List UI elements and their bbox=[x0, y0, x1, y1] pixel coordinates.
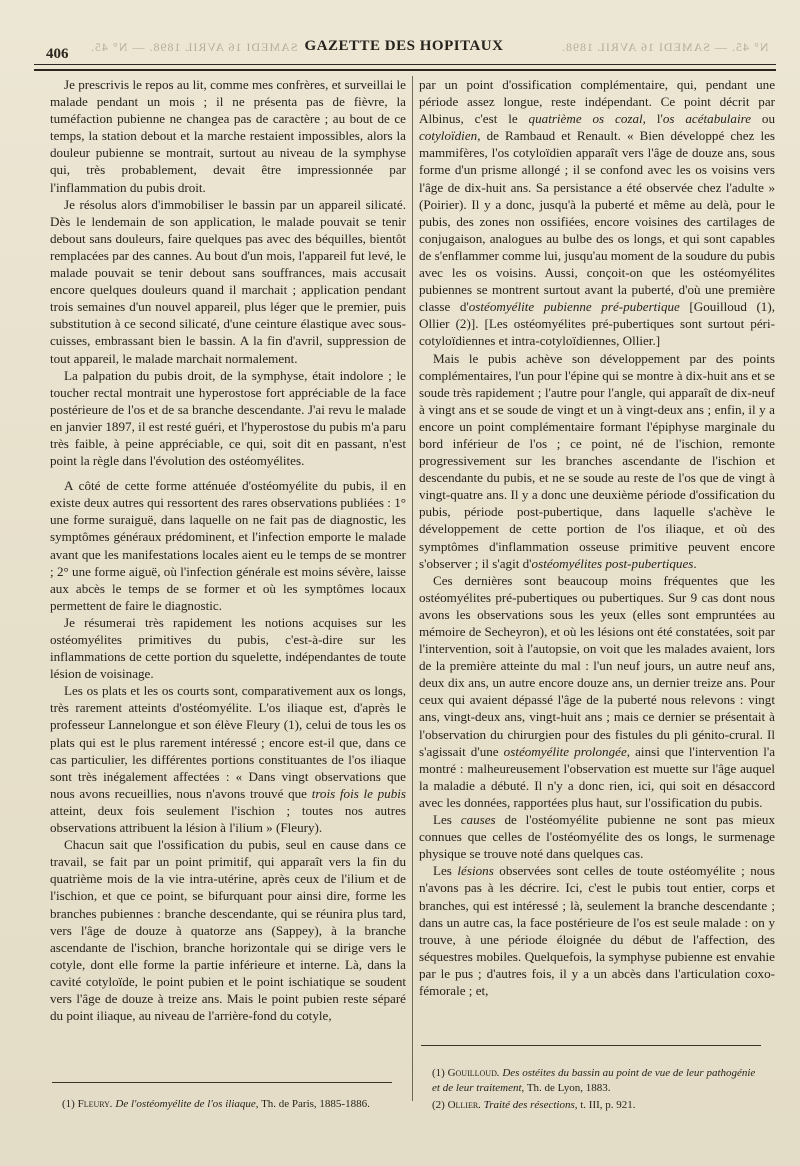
page-number: 406 bbox=[46, 46, 69, 62]
text-run: Les bbox=[433, 863, 458, 879]
text-run: Les bbox=[433, 812, 461, 828]
text-run: par un point d'ossification complémentaire, qui, pendant une période assez longue, reste indépendant. Ce point décrit par Albinus, c'est le bbox=[419, 77, 775, 127]
footnote-rule-right bbox=[421, 1045, 761, 1046]
text-run: Mais le pubis achève son développement par des points complémentaires, l'un pour l'épine qui se montre à dix-huit ans et se soude très rapidement ; l'autre pour l'angle, qui apparaît de dix-neuf à vingt ans et se soude de vingt et un à vingt-deux ans ; enfin, il y a encore un point complémentaire formant l'épiphyse marginale du bord inférieur de l'os ; ce point, né de l'ischion, remonte progressivement sur les branches ascendante de l'ischion et descendante du pubis, et ne se soude au reste de l'os que de vingt à vingt-quatre ans. Il y a donc une deuxième période d'ossification du pubis, période post-pubertique, dans laquelle s'achève le développement de cette portion de l'os iliaque, et où des symptômes d'inflammation osseuse primitive peuvent encore s'observer ; il s'agit d' bbox=[419, 350, 775, 571]
text-run: Ces dernières sont beaucoup moins fréquentes que les ostéomyélites pré-pubertiques ou pubertiques. Sur 9 cas dont nous avons les observations sous les yeux (elles sont empruntées au mémoire de Secheyron), et où les lésions ont été constatées, soit par l'intervention, soit à l'autopsie, on voit que les malades avaient, lors de la première atteinte du mal : l'un neuf jours, un autre neuf ans, deux dix ans, un autre encore douze ans, un dernier treize ans. Pour ceux qui avaient dépassé l'âge de la puberté nous relevons : vingt ans, vingt-deux ans, vingt-huit ans ; mais ce dernier se présentait à l'observation du chirurgien pour des fistules du pli génito-crural. Il s'agissait d'une bbox=[419, 572, 775, 759]
text-run: [Gouilloud (1), Ollier (2)]. [Les ostéomyélites pré-pubertiques sont surtout péri-cotyloïdiennes et intra-cotyloïdiennes, Ollier.] bbox=[419, 299, 775, 349]
footnotes-left bbox=[62, 1097, 402, 1114]
paragraph: Je résolus alors d'immobiliser le bassin par un appareil silicaté. Dès le lendemain de son application, le malade pouvait se tenir debout sans douleurs, faire quelques pas avec des béquilles, bientôt remplacées par des cannes. Au bout d'un mois, l'appareil fut levé, le malade pouvait se tenir debout sans souffrances, mais accusait encore quelques douleurs quand il marchait ; application pendant trois semaines d'un nouvel appareil, plus léger que le premier, puis substitution à ce second silicaté, d'une ceinture élastique avec sous-cuisses, embrassant bien le bassin. A la fin d'avril, suppression de tout appareil, le malade marchait normalement. bbox=[50, 196, 406, 366]
text-run: Les os plats et les os courts sont, comparativement aux os longs, très rarement atteints d'ostéomyélite. L'os iliaque est, d'après le professeur Lannelongue et son élève Fleury (1), celui de tous les os plats qui est le plus rarement intéressé ; encore est-il que, dans ce cas particulier, les différentes portions constituantes de l'os iliaque sont très inégalement affectées : « Dans vingt observations que nous avons recueillies, nous n'avons trouvé que bbox=[50, 683, 406, 801]
italic-run: lésions bbox=[457, 863, 494, 879]
header-rule-thin bbox=[34, 64, 776, 65]
italic-run: ostéomyélites post-pubertiques bbox=[531, 555, 694, 571]
footnote-author: Fleury bbox=[77, 1098, 110, 1110]
footnote-title: . De l'ostéomyélite de l'os iliaque bbox=[109, 1098, 256, 1110]
column-divider bbox=[412, 76, 413, 1101]
footnote-title: . Traité des résections bbox=[478, 1099, 575, 1111]
right-column bbox=[419, 76, 775, 1076]
page-header bbox=[30, 34, 778, 64]
footnote-detail: , Th. de Paris, 1885-1886. bbox=[255, 1098, 370, 1110]
paragraph bbox=[419, 811, 775, 862]
text-run: , de Rambaud et Renault. « Bien développé chez les mammifères, l'os cotyloïdien apparaît vers l'âge de douze ans, sous forme d'un prisme allongé ; il se confond avec les os voisins vers l'âge de dix-huit ans. Sa persistance a été observée chez l'adulte » (Poirier). Il y a donc, jusqu'à la puberté et même au delà, pour le pubis, des zones non ossifiées, encore voisines des cartilages de conjugaison, analogues au bulbe des os longs, et qui sont capables de s'enflammer comme lui, jusqu'au moment de la soudure du pubis avec les os voisins. Aussi, conçoit-on que les ostéomyélites pubiennes se montrent surtout avant la puberté, d'où une première classe d' bbox=[419, 128, 775, 315]
footnote-detail: , t. III, p. 921. bbox=[574, 1099, 636, 1111]
paragraph: Chacun sait que l'ossification du pubis, seul en cause dans ce travail, se fait par un point primitif, qui apparaît vers la fin du quatrième mois de la vie intra-utérine, après ceux de l'ilium et de l'ischion, et que ce point, se bifurquant pour ainsi dire, forme les branches pubiennes : branche descendante, qui se réunira plus tard, vers l'âge de douze à quatorze ans (Sappey), à la branche ascendante de l'ischion, branche horizontale qui se dirige vers le cotyle, dont elle forme la partie inférieure et interne. Là, dans la cavité cotyloïde, le point pubien et le point ischiatique se soudent vers l'âge de douze à treize ans. Mais le point pubien reste séparé du point iliaque, au niveau de l'arrière-fond du cotyle, bbox=[50, 837, 406, 1024]
paragraph bbox=[419, 350, 775, 572]
italic-run: ostéomyélite prolongée bbox=[503, 743, 627, 759]
header-rule-thick bbox=[34, 69, 776, 71]
footnote-rule-left bbox=[52, 1082, 392, 1083]
paragraph: A côté de cette forme atténuée d'ostéomyélite du pubis, il en existe deux autres qui ressortent des rares observations publiées : 1° une forme suraiguë, dans laquelle on ne fait pas de diagnostic, les symptômes généraux prédominent, et l'infection emporte le malade avant que les manifestations locales aient eu le temps de se montrer ; 2° une forme aiguë, où l'infection générale est moins sévère, laisse aux abcès le temps de se former et où les symptômes locaux permettent de faire le diagnostic. bbox=[50, 478, 406, 613]
footnote bbox=[62, 1097, 402, 1112]
paragraph: Je résumerai très rapidement les notions acquises sur les ostéomyélites primitives du pubis, c'est-à-dire sur les inflammations de cette portion du squelette, indépendantes de toute lésion de voisinage. bbox=[50, 614, 406, 682]
footnote-title: . Des ostéites du bassin au point de vue de leur pathogénie et de leur traitement bbox=[432, 1067, 756, 1094]
bleed-through-text-left: SAMEDI 16 AVRIL 1898. — N° 45. bbox=[90, 40, 298, 54]
paragraph: Je prescrivis le repos au lit, comme mes confrères, et surveillai le malade pendant un mois ; il ne présenta pas de fièvre, la tuméfaction pubienne ne changea pas de caractère ; au bout de ce temps, la station debout et la marche restaient impossibles, alors la douleur pubienne se montrait, surtout au niveau de la symphyse qui, très probablement, devait être impressionnée par l'inflammation du pubis droit. bbox=[50, 77, 406, 195]
paragraph bbox=[419, 572, 775, 811]
footnote-number: (1) bbox=[432, 1067, 448, 1079]
text-run: observées sont celles de toute ostéomyélite ; nous n'avons pas à les décrire. Ici, c'est le pubis tout entier, corps et branches, qui est intéressé ; là, seulement la branche descendante ; dans un autre cas, la face postérieure de l'os est seule malade : on y trouve, à une période éloignée du début de l'affection, des séquestres mobiles. Quelquefois, la symphyse pubienne est envahie par le pus ; d'autres fois, il y a un abcès dans l'articulation coxo-fémorale ; et, bbox=[419, 863, 775, 998]
paragraph bbox=[419, 76, 775, 350]
footnote-detail: , Th. de Lyon, 1883. bbox=[521, 1082, 611, 1094]
section-gap bbox=[50, 469, 406, 477]
text-run: ou bbox=[751, 111, 776, 127]
paragraph bbox=[50, 682, 406, 836]
footnote-number: (1) bbox=[62, 1098, 78, 1110]
paragraph: La palpation du pubis droit, de la symphyse, était indolore ; le toucher rectal montrait une hyperostose fort appréciable de la face postérieure de l'os et de sa branche descendante. J'ai revu le malade en janvier 1897, il est resté guéri, et l'hyperostose du pubis m'a paru très faible, à peine appréciable, ce qui, soit dit en passant, n'est point la règle dans l'évolution des ostéomyélites. bbox=[50, 367, 406, 469]
text-run: , l' bbox=[642, 111, 663, 127]
text-run: atteint, deux fois seulement l'ischion ; toutes nos autres observations attribuent la lésion à l'ilium » (Fleury). bbox=[50, 802, 406, 836]
paragraph bbox=[419, 862, 775, 999]
italic-run: ostéomyélite pubienne pré-pubertique bbox=[468, 299, 680, 315]
bleed-through-text-right: N° 45. — SAMEDI 16 AVRIL 1898. bbox=[560, 40, 768, 54]
footnote bbox=[432, 1066, 762, 1096]
footnote-number: (2) bbox=[432, 1099, 448, 1111]
text-run: de l'ostéomyélite pubienne ne sont pas mieux connues que celles de l'ostéomyélite des os longs, le surmenage physique se trouve noté dans quelques cas. bbox=[419, 812, 775, 862]
footnotes-right bbox=[432, 1066, 762, 1115]
left-column bbox=[50, 76, 406, 1076]
footnote-author: Gouilloud bbox=[447, 1067, 497, 1079]
journal-title: GAZETTE DES HOPITAUX bbox=[304, 38, 504, 54]
italic-run: causes bbox=[460, 812, 496, 828]
text-run: , ainsi que l'intervention l'a montré : malheureusement l'observation est muette sur l'âge auquel la maladie a débuté. Il n'y a donc rien, ici, qui soit en désaccord avec les données, rapportées plus haut, sur l'ossification du pubis. bbox=[419, 743, 776, 810]
italic-run: trois fois le pubis bbox=[311, 785, 407, 801]
italic-run: cotyloïdien bbox=[419, 128, 478, 144]
footnote bbox=[432, 1098, 762, 1113]
italic-run: os acétabulaire bbox=[662, 111, 752, 127]
italic-run: quatrième os cozal bbox=[528, 111, 643, 127]
footnote-author: Ollier bbox=[447, 1099, 479, 1111]
text-run: . bbox=[693, 555, 697, 571]
